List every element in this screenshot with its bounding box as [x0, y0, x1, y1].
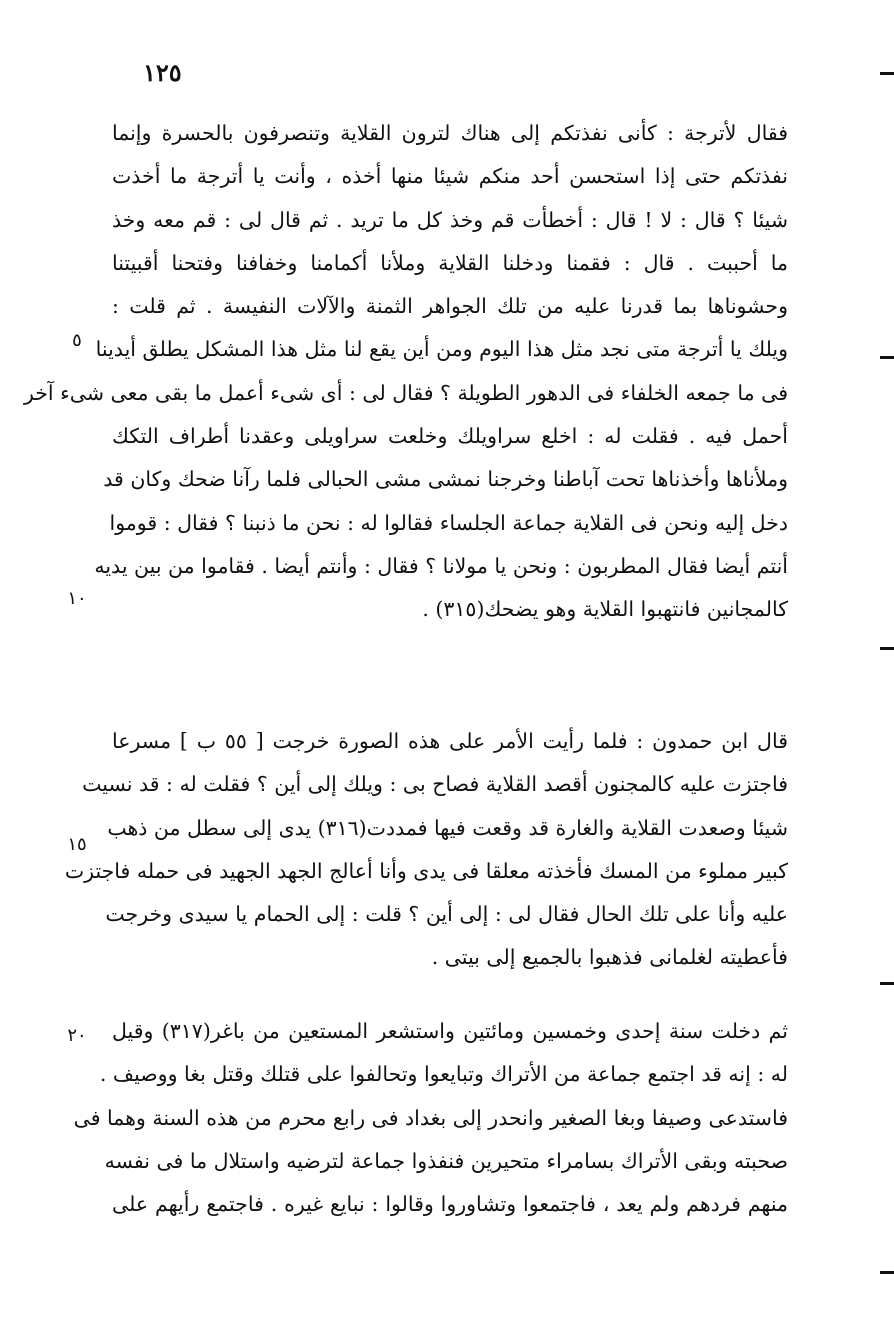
text-line: شيئا ؟ قال : لا ! قال : أخطأت قم وخذ كل ما تريد . ثم قال لى : قم معه وخذ	[112, 207, 788, 232]
text-line: وملأناها وأخذناها تحت آباطنا وخرجنا نمشى مشى الحبالى فلما رآنا ضحك وكان قد	[103, 467, 788, 492]
text-line: فى ما جمعه الخلفاء فى الدهور الطويلة ؟ فقال لى : أى شىء أعمل ما بقى معى شىء آخر	[23, 380, 788, 405]
text-line: فاستدعى وصيفا وبغا الصغير وانحدر إلى بغداد فى رابع محرم من هذه السنة وهما فى	[73, 1105, 788, 1130]
text-line: ثم دخلت سنة إحدى وخمسين ومائتين واستشعر المستعين من باغر(٣١٧) وقيل	[112, 1019, 788, 1043]
text-line: صحبته وبقى الأتراك بسامراء متحيرين فنفذوا جماعة لترضيه واستلال ما فى نفسه	[104, 1148, 788, 1173]
text-line: وحشوناها بما قدرنا عليه من تلك الجواهر الثمنة والآلات النفيسة . ثم قلت :	[112, 294, 788, 319]
text-line: كالمجانين فانتهبوا القلاية وهو يضحك(٣١٥) .	[422, 597, 788, 622]
margin-mark	[880, 647, 894, 650]
text-line: نفذتكم حتى إذا استحسن أحد منكم شيئا منها أخذه ، وأنت يا أترجة ما أخذت	[112, 164, 788, 189]
margin-mark	[880, 72, 894, 75]
text-line: ويلك يا أترجة متى نجد مثل هذا اليوم ومن أين يقع لنا مثل هذا المشكل يطلق أيدينا	[95, 337, 788, 362]
text-line: قال ابن حمدون : فلما رأيت الأمر على هذه الصورة خرجت [ ٥٥ ب ] مسرعا	[112, 729, 788, 753]
text-line: أنتم أيضا فقال المطربون : ونحن يا مولانا ؟ فقال : وأنتم أيضا . فقاموا من بين يديه	[94, 553, 788, 578]
text-line: منهم فردهم ولم يعد ، فاجتمعوا وتشاوروا وقالوا : نبايع غيره . فاجتمع رأيهم على	[112, 1192, 788, 1217]
margin-mark	[880, 356, 894, 359]
margin-mark	[880, 982, 894, 985]
text-line: عليه وأنا على تلك الحال فقال لى : إلى أين ؟ قلت : إلى الحمام يا سيدى وخرجت	[105, 902, 788, 927]
text-line: دخل إليه ونحن فى القلاية جماعة الجلساء فقالوا له : نحن ما ذنبنا ؟ فقال : قوموا	[109, 510, 788, 535]
margin-mark	[880, 1271, 894, 1274]
text-line: له : إنه قد اجتمع جماعة من الأتراك وتبايعوا وتحالفوا على قتلك وقتل بغا ووصيف .	[99, 1062, 788, 1087]
text-line: ما أحببت . قال : فقمنا ودخلنا القلاية وملأنا أكمامنا وخفافنا وفتحنا أقبيتنا	[112, 250, 788, 275]
line-number: ١٠	[67, 588, 87, 609]
line-number: ٢٠	[67, 1025, 87, 1046]
page-number: ١٢٥	[143, 58, 182, 87]
text-line: فقال لأترجة : كأنى نفذتكم إلى هناك لترون القلاية وتنصرفون بالحسرة وإنما	[112, 121, 788, 145]
text-line: فأعطيته لغلمانى فذهبوا بالجميع إلى بيتى .	[431, 945, 788, 970]
text-line: فاجتزت عليه كالمجنون أقصد القلاية فصاح بى : ويلك إلى أين ؟ فقلت له : قد نسيت	[82, 772, 788, 797]
text-line: أحمل فيه . فقلت له : اخلع سراويلك وخلعت سراويلى وعقدنا أطراف التكك	[112, 424, 788, 449]
text-line: شيئا وصعدت القلاية والغارة قد وقعت فيها فمددت(٣١٦) يدى إلى سطل من ذهب	[107, 815, 788, 840]
text-line: كبير مملوء من المسك فأخذته معلقا فى يدى وأنا أعالج الجهد الجهيد فى حمله فاجتزت	[64, 858, 788, 883]
line-number: ١٥	[67, 834, 87, 855]
line-number: ٥	[72, 330, 82, 351]
